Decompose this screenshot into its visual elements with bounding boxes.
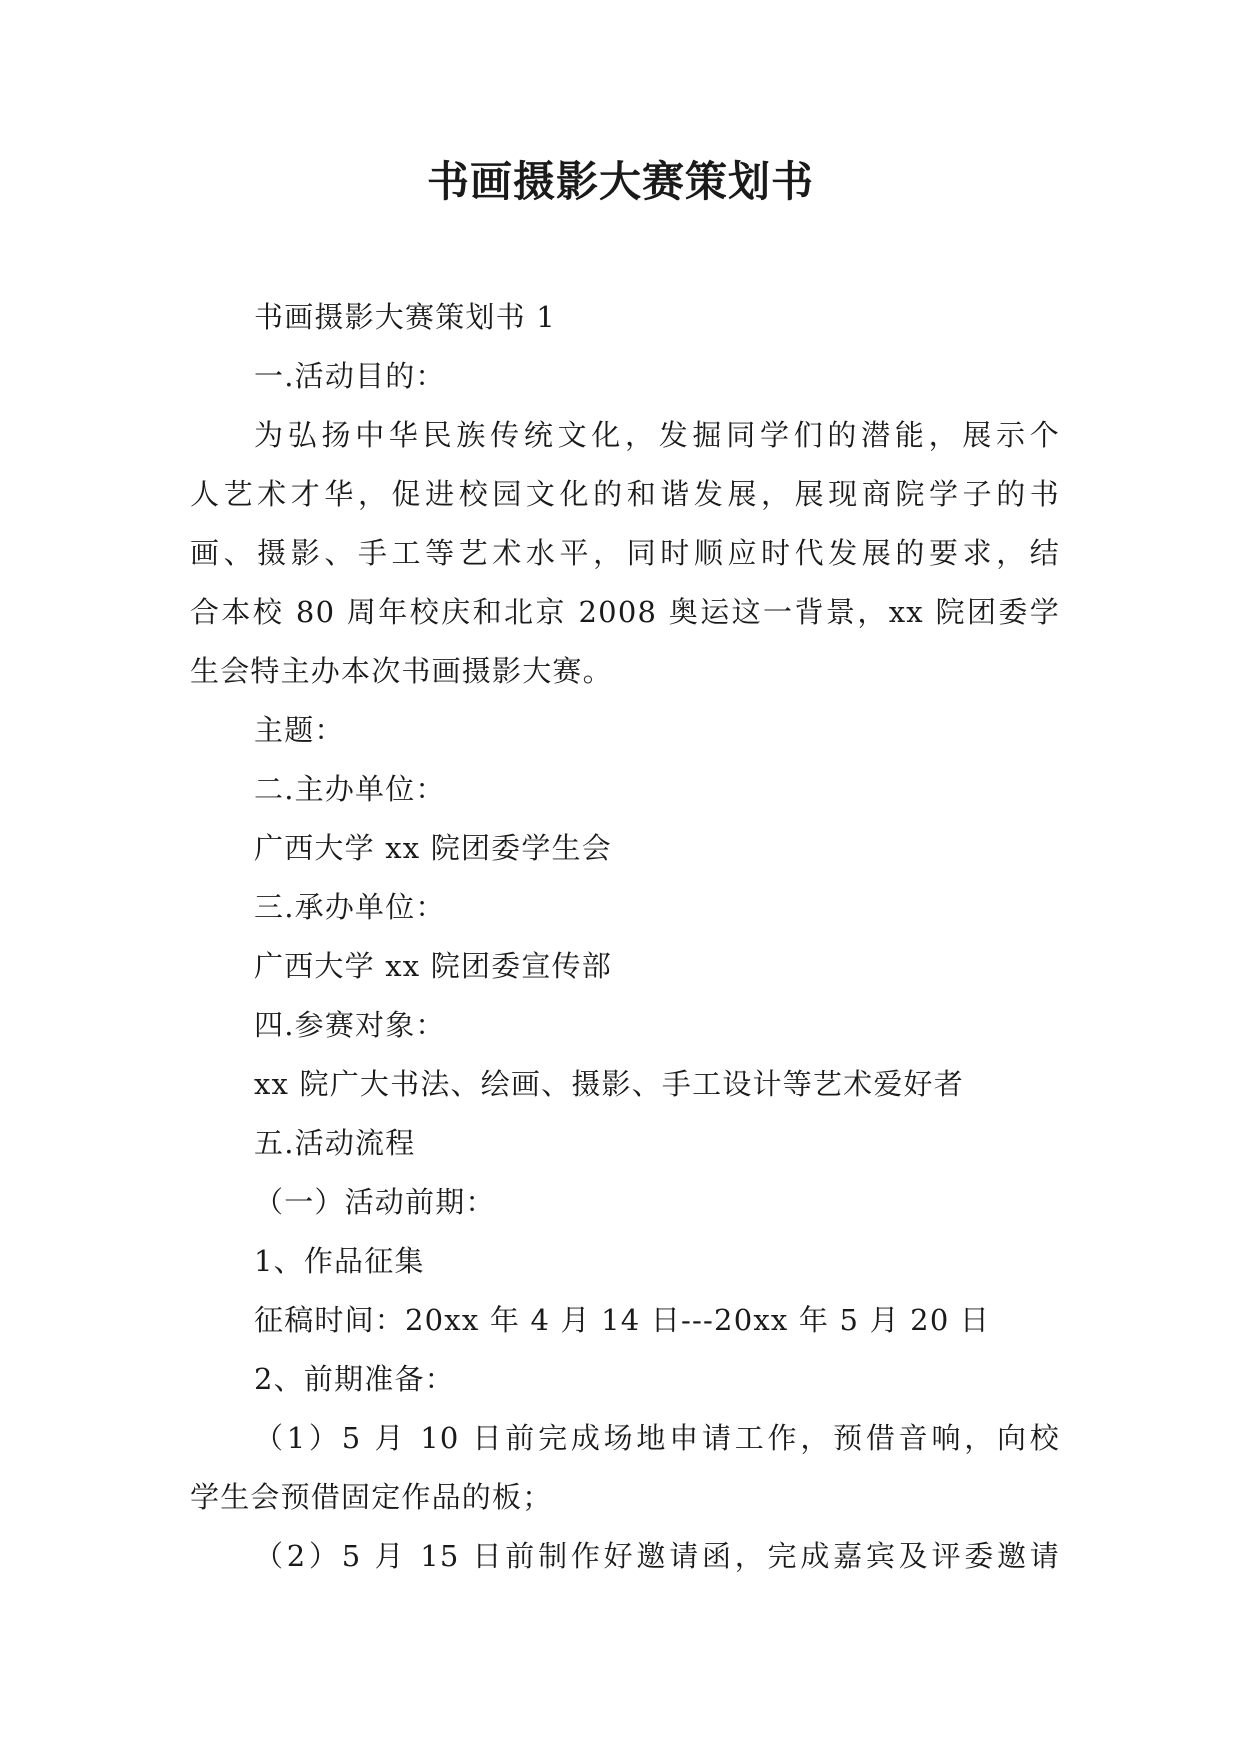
section-heading-participants: 四.参赛对象： <box>254 1008 446 1042</box>
paragraph-line: （1）5 月 10 日前完成场地申请工作，预借音响，向校 <box>254 1421 1060 1455</box>
section-heading-co-organizer: 三.承办单位： <box>254 890 446 924</box>
participants-text: xx 院广大书法、绘画、摄影、手工设计等艺术爱好者 <box>254 1067 964 1101</box>
item-heading-collection: 1、作品征集 <box>254 1244 425 1278</box>
paragraph-line: 学生会预借固定作品的板； <box>190 1480 553 1514</box>
subsection-heading-early: （一）活动前期： <box>254 1185 496 1219</box>
paragraph-line: 合本校 80 周年校庆和北京 2008 奥运这一背景，xx 院团委学 <box>190 595 1060 629</box>
section-heading-subtitle: 书画摄影大赛策划书 1 <box>254 300 556 334</box>
paragraph-line: 人艺术才华，促进校园文化的和谐发展，展现商院学子的书 <box>190 477 1060 511</box>
theme-label: 主题： <box>254 713 345 747</box>
document-body <box>190 288 1060 1586</box>
section-heading-process: 五.活动流程 <box>254 1126 416 1160</box>
section-heading-purpose: 一.活动目的： <box>254 359 446 393</box>
paragraph-line: 为弘扬中华民族传统文化，发掘同学们的潜能，展示个 <box>254 418 1060 452</box>
paragraph-line: （2）5 月 15 日前制作好邀请函，完成嘉宾及评委邀请 <box>254 1539 1060 1573</box>
document-title: 书画摄影大赛策划书 <box>426 157 814 206</box>
organizer-text: 广西大学 xx 院团委学生会 <box>254 831 612 865</box>
section-heading-organizer: 二.主办单位： <box>254 772 446 806</box>
paragraph-line: 生会特主办本次书画摄影大赛。 <box>190 654 613 688</box>
submission-period: 征稿时间：20xx 年 4 月 14 日---20xx 年 5 月 20 日 <box>254 1303 991 1337</box>
paragraph-line: 画、摄影、手工等艺术水平，同时顺应时代发展的要求，结 <box>190 536 1060 570</box>
co-organizer-text: 广西大学 xx 院团委宣传部 <box>254 949 612 983</box>
item-heading-preparation: 2、前期准备： <box>254 1362 455 1396</box>
